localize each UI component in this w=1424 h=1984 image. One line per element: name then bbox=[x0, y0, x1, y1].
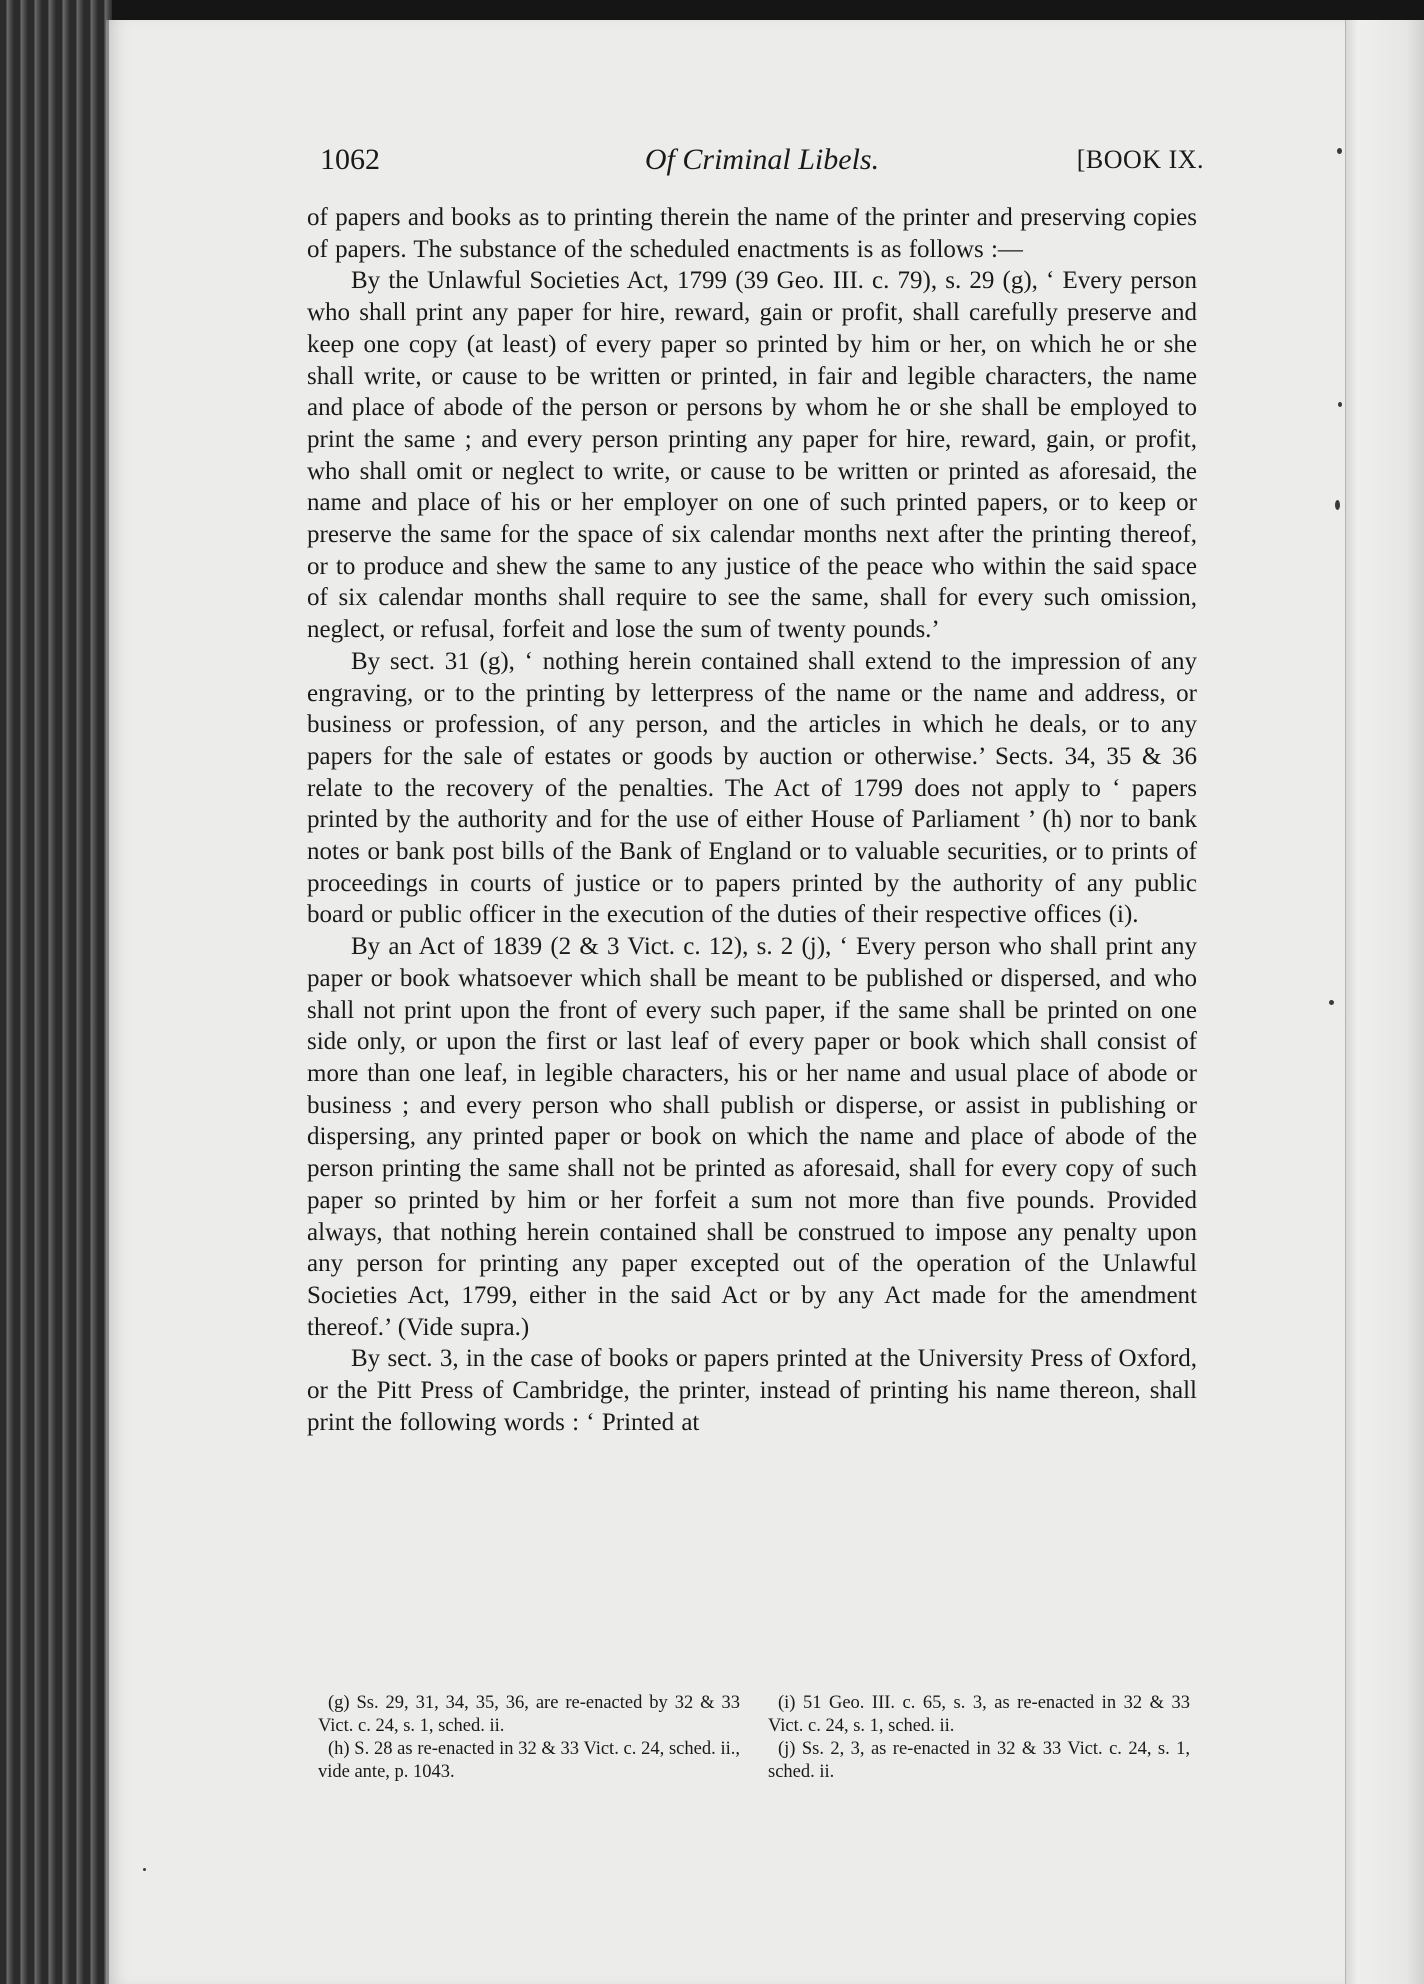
scan-speck bbox=[1329, 1000, 1334, 1005]
footnote: (i) 51 Geo. III. c. 65, s. 3, as re-enacted in 32 & 33 Vict. c. 24, s. 1, sched. ii. bbox=[768, 1693, 1190, 1736]
paragraph: By the Unlawful Societies Act, 1799 (39 Geo. III. c. 79), s. 29 (g), ‘ Every person who shall print any paper for hire, reward, gain or profit, shall carefully preserve and keep one copy (at least) of every paper so printed by him or her, on which he or she shall write, or cause to be written or printed, in fair and legible characters, the name and place of abode of the person or persons by whom he or she shall be employed to print the same ; and every person printing any paper for hire, reward, gain, or profit, who shall omit or neglect to write, or cause to be written or printed as aforesaid, the name and place of his or her employer on one of such printed papers, or to keep or preserve the same for the space of six calendar months next after the printing thereof, or to produce and shew the same to any justice of the peace who within the said space of six calendar months shall require to see the same, shall for every such omission, neglect, or refusal, forfeit and lose the sum of twenty pounds.’ bbox=[307, 267, 1197, 644]
footnotes-left-column bbox=[318, 1692, 740, 1784]
body-text bbox=[307, 202, 1197, 1438]
running-title: Of Criminal Libels. bbox=[644, 143, 880, 176]
footnote: (j) Ss. 2, 3, as re-enacted in 32 & 33 Vict. c. 24, s. 1, sched. ii. bbox=[768, 1739, 1190, 1782]
scan-speck bbox=[143, 1868, 146, 1871]
paragraph: By an Act of 1839 (2 & 3 Vict. c. 12), s. 2 (j), ‘ Every person who shall print any paper or book whatsoever which shall be meant to be published or dispersed, and who shall not print upon the front of every such paper, if the same shall be printed on one side only, or upon the first or last leaf of every paper or book which shall consist of more than one leaf, in legible characters, his or her name and usual place of abode or business ; and every person who shall publish or disperse, or assist in publishing or dispersing, any printed paper or book on which the name and place of abode of the person printing the same shall not be printed as aforesaid, shall for every copy of such paper so printed by him or her forfeit a sum not more than five pounds. Provided always, that nothing herein contained shall be construed to impose any penalty upon any person for printing any paper excepted out of the operation of the Unlawful Societies Act, 1799, either in the said Act or by any Act made for the amendment thereof.’ (Vide supra.) bbox=[307, 933, 1197, 1341]
scan-speck bbox=[1335, 500, 1340, 510]
page-header bbox=[320, 143, 1204, 183]
footnote: (h) S. 28 as re-enacted in 32 & 33 Vict. c. 24, sched. ii., vide ante, p. 1043. bbox=[318, 1739, 740, 1782]
footnotes bbox=[318, 1692, 1190, 1784]
paragraph: By sect. 3, in the case of books or papers printed at the University Press of Oxford, or the Pitt Press of Cambridge, the printer, instead of printing his name thereon, shall print the following words : ‘ Printed at bbox=[307, 1345, 1197, 1436]
scan-speck bbox=[1338, 402, 1342, 407]
book-label: [BOOK IX. bbox=[1076, 145, 1204, 174]
footnotes-right-column bbox=[768, 1692, 1190, 1784]
page-number: 1062 bbox=[320, 143, 380, 176]
paragraph: of papers and books as to printing therein the name of the printer and preserving copies of papers. The substance of the scheduled enactments is as follows :— bbox=[307, 204, 1197, 263]
paragraph: By sect. 31 (g), ‘ nothing herein contained shall extend to the impression of any engraving, or to the printing by letterpress of the name or the name and address, or business or profession, of any person, and the articles in which he deals, or to any papers for the sale of estates or goods by auction or otherwise.’ Sects. 34, 35 & 36 relate to the recovery of the penalties. The Act of 1799 does not apply to ‘ papers printed by the authority and for the use of either House of Parliament ’ (h) nor to bank notes or bank post bills of the Bank of England or to valuable securities, or to prints of proceedings in courts of justice or to papers printed by the authority of any public board or public officer in the execution of the duties of their respective offices (i). bbox=[307, 647, 1197, 929]
page-right-edge bbox=[1345, 20, 1424, 1984]
footnote: (g) Ss. 29, 31, 34, 35, 36, are re-enacted by 32 & 33 Vict. c. 24, s. 1, sched. ii. bbox=[318, 1693, 740, 1736]
book-spine bbox=[0, 0, 112, 1984]
scan-speck bbox=[1337, 148, 1342, 154]
